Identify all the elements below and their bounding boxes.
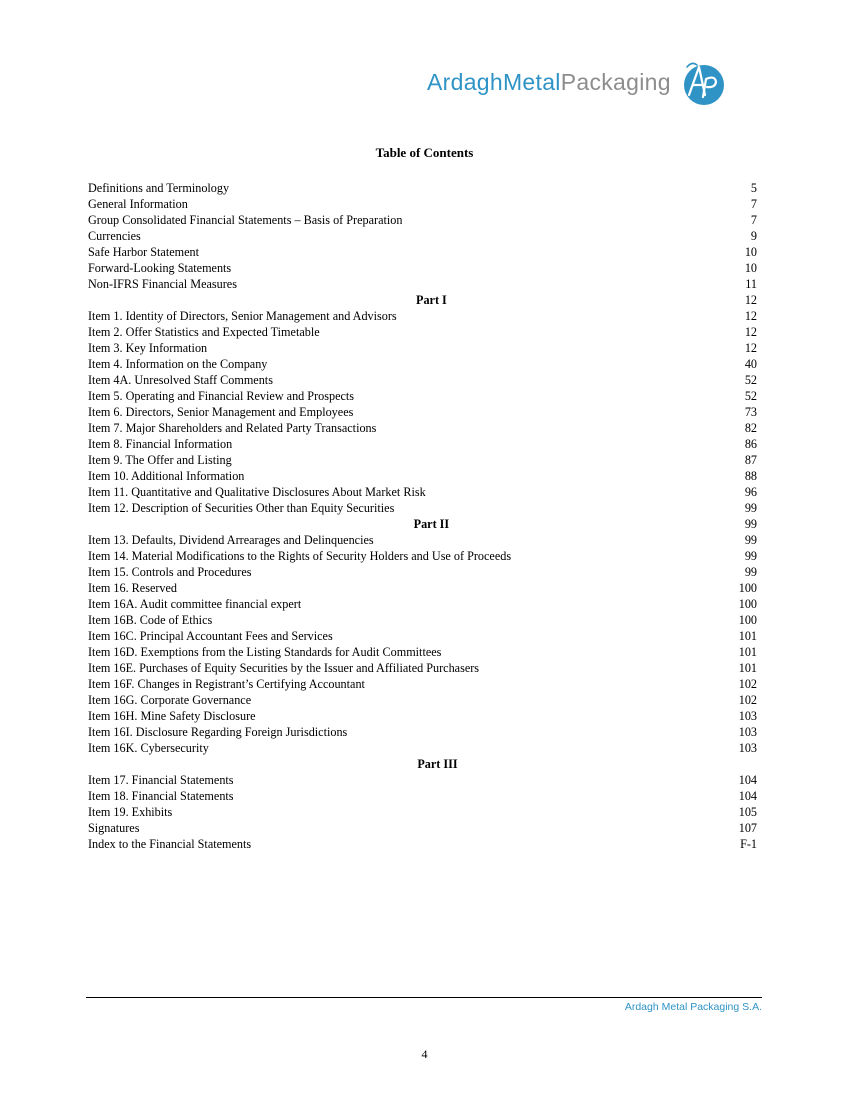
toc-entry-page: 52 xyxy=(744,389,757,403)
toc-entry[interactable] xyxy=(88,532,757,548)
toc-entry-page: 99 xyxy=(744,517,757,531)
toc-entry-page: 99 xyxy=(744,565,757,579)
toc-entry-page: 40 xyxy=(744,357,757,371)
toc-entry-label: Forward-Looking Statements xyxy=(88,261,232,275)
toc-entry-label: Item 1. Identity of Directors, Senior Management and Advisors xyxy=(88,309,397,323)
toc-entry-label: Index to the Financial Statements xyxy=(88,837,252,851)
toc-entry-page: 52 xyxy=(744,373,757,387)
toc-entry-label: Safe Harbor Statement xyxy=(88,245,200,259)
toc-entry[interactable] xyxy=(88,724,757,740)
toc-entry-page: 104 xyxy=(738,773,757,787)
toc-entry[interactable] xyxy=(88,484,757,500)
toc-entry-label: Item 16G. Corporate Governance xyxy=(88,693,252,707)
toc-entry-page: 105 xyxy=(738,805,757,819)
toc-entry-page: 101 xyxy=(738,645,757,659)
toc-entry-page: 107 xyxy=(738,821,757,835)
toc-entry-page: 11 xyxy=(745,277,757,291)
toc-entry-page: 103 xyxy=(738,709,757,723)
toc-entry-page: 12 xyxy=(744,309,757,323)
toc-entry-label: Signatures xyxy=(88,821,140,835)
toc-entry[interactable] xyxy=(88,436,757,452)
toc-entry-label: Item 15. Controls and Procedures xyxy=(88,565,252,579)
toc-entry-page: 100 xyxy=(738,581,757,595)
toc-entry[interactable] xyxy=(88,676,757,692)
toc-entry-label: Item 16E. Purchases of Equity Securities by the Issuer and Affiliated Purchasers xyxy=(88,661,480,675)
toc-entry[interactable] xyxy=(88,708,757,724)
toc-entry[interactable] xyxy=(88,372,757,388)
toc-entry[interactable] xyxy=(88,340,757,356)
toc-entry-label: Item 16F. Changes in Registrant’s Certifying Accountant xyxy=(88,677,365,691)
toc-entry-page: 73 xyxy=(744,405,757,419)
toc-entry-page: 96 xyxy=(744,485,757,499)
toc-part-heading[interactable] xyxy=(88,292,757,308)
toc-entry-page: 10 xyxy=(744,261,757,275)
company-logo xyxy=(427,54,729,110)
logo-word-ardagh: Ardagh xyxy=(427,68,503,95)
toc-part-heading[interactable] xyxy=(88,756,757,772)
toc-entry-label: Item 16I. Disclosure Regarding Foreign Jurisdictions xyxy=(88,725,348,739)
toc-entry-label: Item 16B. Code of Ethics xyxy=(88,613,213,627)
page-number: 4 xyxy=(421,1047,428,1061)
toc-entry-label: Item 18. Financial Statements xyxy=(88,789,234,803)
toc-entry[interactable] xyxy=(88,596,757,612)
toc-entry[interactable] xyxy=(88,788,757,804)
toc-entry-label: Item 12. Description of Securities Other than Equity Securities xyxy=(88,501,395,515)
toc-entry-label: Item 11. Quantitative and Qualitative Disclosures About Market Risk xyxy=(88,485,426,499)
toc-entry-label: Item 9. The Offer and Listing xyxy=(88,453,232,467)
toc-entry-label: Definitions and Terminology xyxy=(88,181,230,195)
toc-entry-page: 7 xyxy=(750,213,757,227)
toc-entry-page: 102 xyxy=(738,693,757,707)
toc-entry-label: Item 5. Operating and Financial Review and Prospects xyxy=(88,389,355,403)
toc-entry-page: 99 xyxy=(744,549,757,563)
toc-entry-label: Item 4A. Unresolved Staff Comments xyxy=(88,373,273,387)
toc-entry-label: Item 16K. Cybersecurity xyxy=(88,741,209,755)
toc-entry-label: Non-IFRS Financial Measures xyxy=(88,277,237,291)
toc-entry-page: 88 xyxy=(744,469,757,483)
toc-entry-page: 100 xyxy=(738,613,757,627)
logo-word-metal: Metal xyxy=(502,68,561,95)
toc-entry[interactable] xyxy=(88,692,757,708)
toc-entry-label: Part III xyxy=(417,757,458,771)
toc-entry[interactable] xyxy=(88,836,757,852)
footer-divider xyxy=(86,997,762,998)
toc-entry[interactable] xyxy=(88,452,757,468)
toc-entry[interactable] xyxy=(88,356,757,372)
toc-entry-page: 7 xyxy=(750,197,757,211)
toc-entry-label: Item 2. Offer Statistics and Expected Timetable xyxy=(88,325,320,339)
toc-entry-page: 5 xyxy=(750,181,757,195)
toc-entry[interactable] xyxy=(88,196,757,212)
toc-entry[interactable] xyxy=(88,820,757,836)
toc-entry[interactable] xyxy=(88,404,757,420)
toc-entry-label: Part II xyxy=(413,517,450,531)
toc-entry[interactable] xyxy=(88,228,757,244)
toc-entry[interactable] xyxy=(88,628,757,644)
toc-entry-page: 100 xyxy=(738,597,757,611)
toc-entry-page: 86 xyxy=(744,437,757,451)
table-of-contents xyxy=(88,180,757,852)
toc-entry-page: 101 xyxy=(738,629,757,643)
toc-entry[interactable] xyxy=(88,500,757,516)
toc-entry-page: 104 xyxy=(738,789,757,803)
toc-entry-label: Item 19. Exhibits xyxy=(88,805,173,819)
toc-entry[interactable] xyxy=(88,804,757,820)
toc-entry-label: Item 17. Financial Statements xyxy=(88,773,234,787)
toc-entry[interactable] xyxy=(88,388,757,404)
toc-entry-label: Item 6. Directors, Senior Management and Employees xyxy=(88,405,354,419)
toc-entry[interactable] xyxy=(88,324,757,340)
toc-entry[interactable] xyxy=(88,612,757,628)
toc-entry[interactable] xyxy=(88,564,757,580)
toc-entry[interactable] xyxy=(88,244,757,260)
toc-entry-label: Item 10. Additional Information xyxy=(88,469,245,483)
toc-entry-label: General Information xyxy=(88,197,188,211)
toc-entry-label: Item 4. Information on the Company xyxy=(88,357,268,371)
toc-entry-page: 12 xyxy=(744,293,757,307)
toc-entry-label: Item 16C. Principal Accountant Fees and Services xyxy=(88,629,333,643)
toc-entry-label: Item 16A. Audit committee financial expert xyxy=(88,597,302,611)
toc-entry[interactable] xyxy=(88,212,757,228)
toc-entry-page: 101 xyxy=(738,661,757,675)
toc-entry[interactable] xyxy=(88,260,757,276)
toc-entry-label: Part I xyxy=(416,293,447,307)
toc-entry[interactable] xyxy=(88,660,757,676)
toc-entry-page: 99 xyxy=(744,501,757,515)
logo-word-packaging: Packaging xyxy=(560,68,671,95)
toc-part-heading[interactable] xyxy=(88,516,757,532)
toc-entry-page: 9 xyxy=(750,229,757,243)
toc-entry-page: 10 xyxy=(744,245,757,259)
toc-entry[interactable] xyxy=(88,740,757,756)
toc-entry-label: Item 16H. Mine Safety Disclosure xyxy=(88,709,256,723)
toc-entry-label: Item 14. Material Modifications to the Rights of Security Holders and Use of Proceeds xyxy=(88,549,512,563)
toc-title: Table of Contents xyxy=(375,145,474,160)
toc-entry-page: 82 xyxy=(744,421,757,435)
toc-entry-label: Item 16. Reserved xyxy=(88,581,178,595)
toc-entry-page: 103 xyxy=(738,741,757,755)
toc-entry[interactable] xyxy=(88,580,757,596)
toc-entry[interactable] xyxy=(88,468,757,484)
toc-entry-page: 102 xyxy=(738,677,757,691)
toc-entry-label: Group Consolidated Financial Statements – Basis of Preparation xyxy=(88,213,403,227)
toc-entry[interactable] xyxy=(88,420,757,436)
toc-entry-label: Item 13. Defaults, Dividend Arrearages and Delinquencies xyxy=(88,533,374,547)
logo-wordmark xyxy=(427,69,671,96)
footer-company-name: Ardagh Metal Packaging S.A. xyxy=(624,1001,762,1013)
toc-entry-page: 99 xyxy=(744,533,757,547)
toc-entry-label: Currencies xyxy=(88,229,141,243)
toc-entry-label: Item 16D. Exemptions from the Listing Standards for Audit Committees xyxy=(88,645,442,659)
amp-logo-icon xyxy=(675,55,729,109)
toc-entry[interactable] xyxy=(88,180,757,196)
toc-entry-label: Item 7. Major Shareholders and Related Party Transactions xyxy=(88,421,377,435)
toc-entry-page: 87 xyxy=(744,453,757,467)
toc-entry[interactable] xyxy=(88,276,757,292)
toc-entry[interactable] xyxy=(88,772,757,788)
toc-entry-label: Item 8. Financial Information xyxy=(88,437,233,451)
toc-entry-page: 103 xyxy=(738,725,757,739)
toc-entry-page: 12 xyxy=(744,325,757,339)
toc-entry-label: Item 3. Key Information xyxy=(88,341,208,355)
toc-entry[interactable] xyxy=(88,308,757,324)
toc-entry-page: F-1 xyxy=(740,837,757,851)
toc-entry[interactable] xyxy=(88,644,757,660)
toc-entry-page: 12 xyxy=(744,341,757,355)
toc-entry[interactable] xyxy=(88,548,757,564)
